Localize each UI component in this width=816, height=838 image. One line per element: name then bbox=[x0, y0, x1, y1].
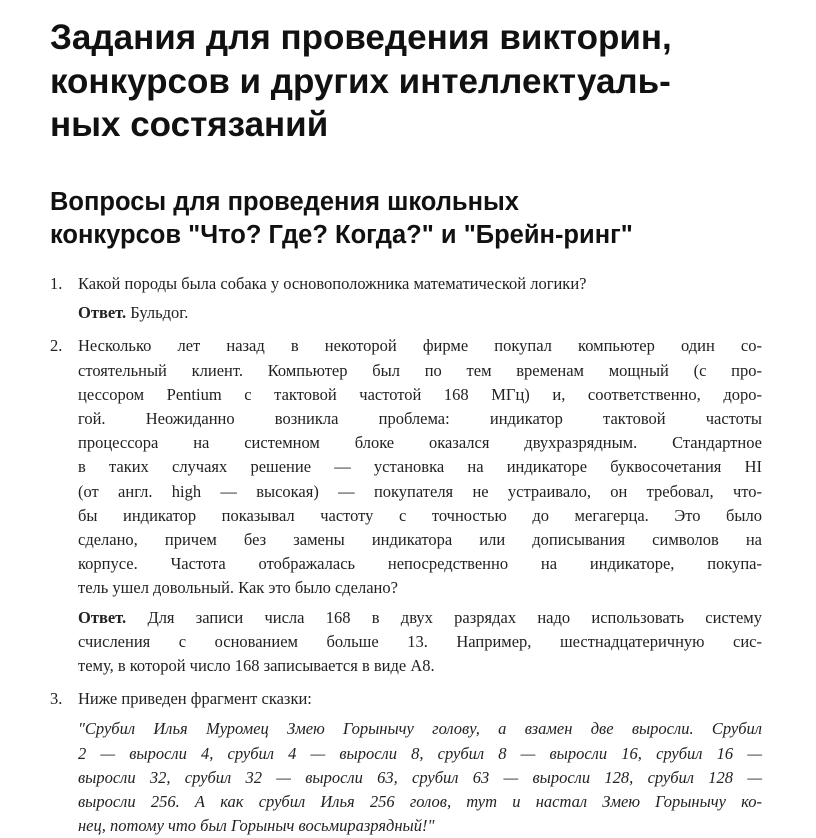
answer-text: Для записи числа 168 в двух разрядах надо использовать систему bbox=[147, 607, 762, 627]
question-text: цессором Pentium с тактовой частотой 168 МГц) и, соответственно, доро- bbox=[78, 384, 762, 404]
answer bbox=[78, 606, 762, 679]
answer bbox=[78, 301, 762, 325]
answer-text: счисления с основанием больше 13. Например, шестнадцатеричную сис- bbox=[78, 631, 762, 651]
answer-label: Ответ. bbox=[78, 607, 127, 627]
question-text: в таких случаях решение — установка на индикаторе буквосочетания HI bbox=[78, 457, 762, 477]
question-text: Какой породы была собака у основоположника математической логики? bbox=[78, 274, 587, 293]
tale-quote bbox=[78, 717, 762, 838]
question-text: Несколько лет назад в некоторой фирме покупал компьютер один со- bbox=[78, 336, 762, 356]
question-list bbox=[50, 272, 762, 838]
question-text: (от англ. high — высокая) — покупателя не устраивало, он требовал, что- bbox=[78, 481, 762, 501]
quote-line: 2 — выросли 4, срубил 4 — выросли 8, срубил 8 — выросли 16, срубил 16 — bbox=[78, 743, 762, 763]
question-item bbox=[50, 687, 762, 838]
subtitle-line: конкурсов "Что? Где? Когда?" и "Брейн-ринг" bbox=[50, 221, 633, 249]
question-text: процессора на системном блоке оказался двухразрядным. Стандартное bbox=[78, 433, 762, 453]
question-item bbox=[50, 272, 762, 325]
question-text: гой. Неожиданно возникла проблема: индикатор тактовой частоты bbox=[78, 409, 762, 429]
title-line: Задания для проведения викторин, bbox=[50, 18, 672, 57]
answer-label: Ответ. bbox=[78, 303, 127, 323]
quote-line: выросли 32, срубил 32 — выросли 63, срубил 63 — выросли 128, срубил 128 — bbox=[78, 767, 762, 787]
page-title bbox=[50, 16, 672, 147]
quote-line: выросли 256. А как срубил Илья 256 голов, тут и настал Змею Горынычу ко- bbox=[78, 792, 762, 812]
question-text: Ниже приведен фрагмент сказки: bbox=[78, 689, 312, 709]
title-line: ных состязаний bbox=[50, 105, 329, 144]
question-text: корпусе. Частота отображалась непосредственно на индикаторе, покупа- bbox=[78, 554, 762, 574]
section-heading bbox=[50, 186, 633, 252]
quote-line: "Срубил Илья Муромец Змею Горынычу голову, а взамен две выросли. Срубил bbox=[78, 719, 762, 739]
question-item bbox=[50, 334, 762, 678]
title-line: конкурсов и других интеллектуаль- bbox=[50, 61, 671, 101]
question-text: тель ушел довольный. Как это было сделано? bbox=[78, 578, 398, 598]
question-number: 3. bbox=[50, 689, 63, 709]
quote-line: нец, потому что был Горыныч восьмиразрядный!" bbox=[78, 816, 435, 836]
question-number: 2. bbox=[50, 336, 63, 356]
question-number: 1. bbox=[50, 274, 63, 293]
question-text: бы индикатор показывал частоту с точностью до мегагерца. Это было bbox=[78, 505, 762, 525]
answer-text: Бульдог. bbox=[130, 303, 189, 323]
answer-text: тему, в которой число 168 записывается в виде A8. bbox=[78, 656, 435, 676]
question-text: стоятельный клиент. Компьютер был по тем временам мощный (с про- bbox=[78, 360, 762, 380]
question-text: сделано, причем без замены индикатора или дописывания символов на bbox=[78, 530, 762, 550]
subtitle-line: Вопросы для проведения школьных bbox=[50, 188, 519, 216]
